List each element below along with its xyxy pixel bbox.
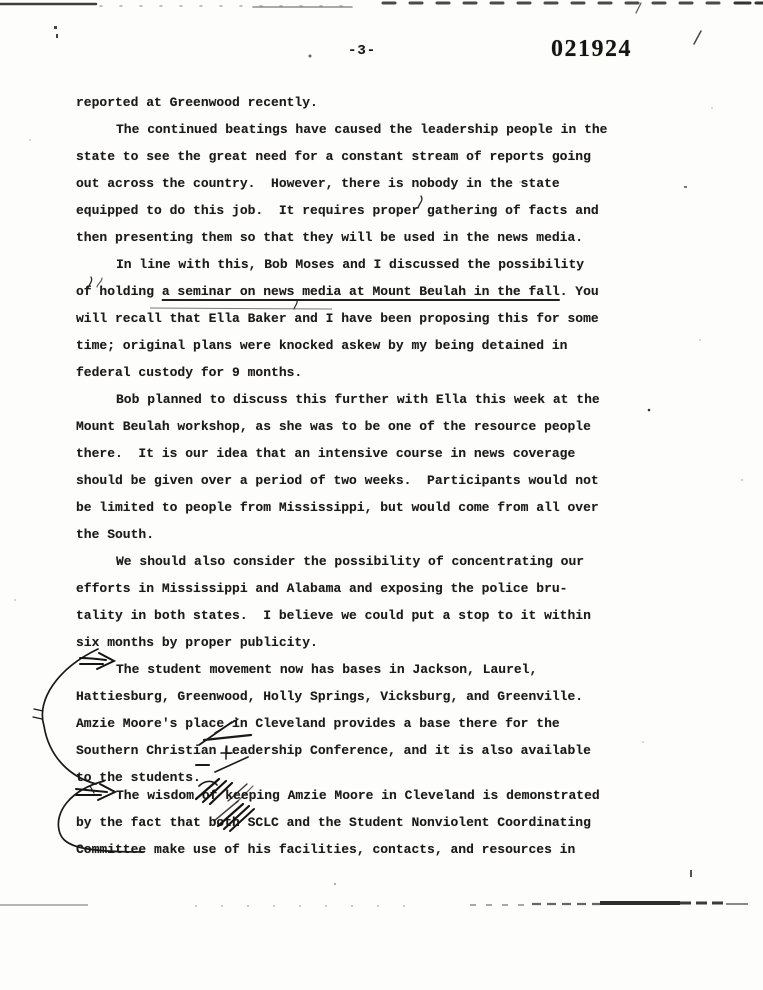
text-line: Mount Beulah workshop, as she was to be one of the resource people (76, 419, 591, 434)
text-line: The wisdom of keeping Amzie Moore in Cleveland is demonstrated (116, 788, 600, 803)
underlined-phrase: a seminar on news media at Mount Beulah in the fall (161, 284, 560, 299)
text-line: Southern Christian Leadership Conference, and it is also available (76, 743, 591, 758)
paragraph (76, 656, 666, 791)
text-line: be limited to people from Mississippi, but would come from all over (76, 500, 599, 515)
text-line: Committee make use of his facilities, contacts, and resources in (76, 842, 576, 857)
text-line: then presenting them so that they will be used in the news media. (76, 230, 584, 245)
text-line: six months by proper publicity. (76, 635, 318, 650)
text-line: In line with this, Bob Moses and I discussed the possibility (116, 257, 585, 272)
page-number: -3- (348, 43, 377, 59)
text-segment: . You (559, 284, 599, 299)
paragraph (76, 386, 666, 548)
text-line-with-underline (76, 278, 666, 305)
paragraph (76, 89, 666, 116)
paragraph (76, 251, 666, 386)
text-line: to the students. (76, 770, 201, 785)
text-line: should be given over a period of two weeks. Participants would not (76, 473, 599, 488)
text-line: Bob planned to discuss this further with Ella this week at the (116, 392, 600, 407)
paragraph (76, 782, 666, 863)
text-line: Amzie Moore's place in Cleveland provides a base there for the (76, 716, 560, 731)
text-line: Hattiesburg, Greenwood, Holly Springs, Vicksburg, and Greenville. (76, 689, 584, 704)
paragraph (76, 548, 666, 656)
top-edge-scan-marks (0, 3, 763, 58)
text-line: state to see the great need for a constant stream of reports going (76, 149, 591, 164)
text-line: The continued beatings have caused the leadership people in the (116, 122, 608, 137)
text-line: out across the country. However, there is nobody in the state (76, 176, 560, 191)
text-line: reported at Greenwood recently. (76, 95, 318, 110)
text-line: the South. (76, 527, 155, 542)
text-line: federal custody for 9 months. (76, 365, 303, 380)
text-line: there. It is our idea that an intensive course in news coverage (76, 446, 576, 461)
text-line: efforts in Mississippi and Alabama and exposing the police bru- (76, 581, 568, 596)
paragraph (76, 116, 666, 251)
text-line: tality in both states. I believe we could put a stop to it within (76, 608, 591, 623)
text-line: will recall that Ella Baker and I have been proposing this for some (76, 311, 599, 326)
text-line: The student movement now has bases in Jackson, Laurel, (116, 662, 538, 677)
letter-body (76, 89, 666, 863)
text-line: time; original plans were knocked askew by my being detained in (76, 338, 568, 353)
document-stamp-number: 021924 (551, 36, 632, 62)
text-line: by the fact that both SCLC and the Student Nonviolent Coordinating (76, 815, 591, 830)
text-line: We should also consider the possibility of concentrating our (116, 554, 585, 569)
text-segment: of holding (76, 284, 162, 299)
text-line: equipped to do this job. It requires proper gathering of facts and (76, 203, 599, 218)
